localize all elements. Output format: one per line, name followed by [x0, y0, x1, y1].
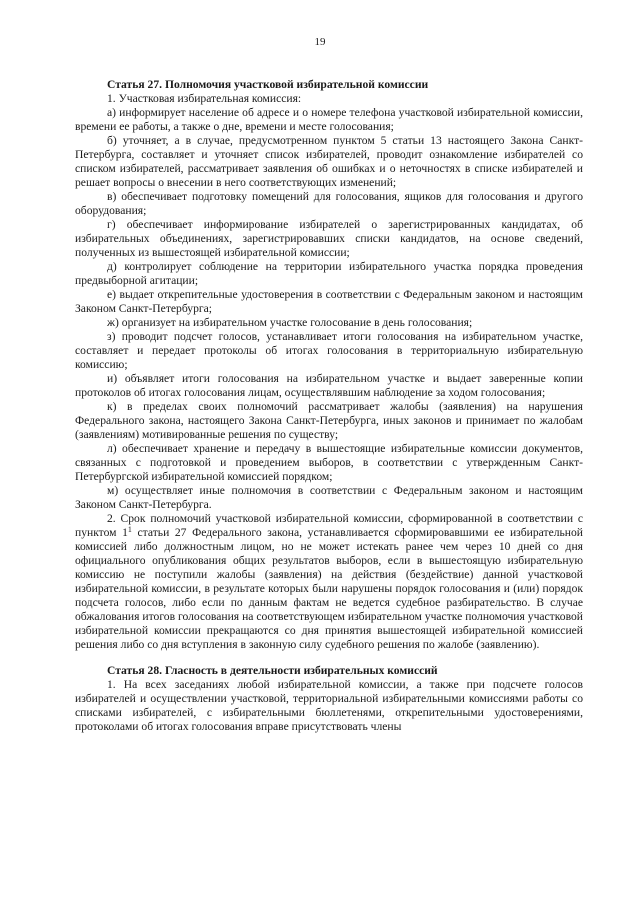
article-27-item-z: з) проводит подсчет голосов, устанавливает итоги голосования на избирательном участке, составляет и передает протоколы об итогах голосования в территориальную избирательную комиссию;	[75, 330, 583, 371]
clause-2-superscript: 1	[127, 525, 132, 534]
page-number: 19	[314, 36, 326, 48]
clause-2-text-end: статьи 27 Федерального закона, устанавливается сформировавшими ее избирательной комиссией либо должностным лицом, но не может истекать ранее чем через 10 дней со дня официального опубликования общих результатов выборов, если в вышестоящую избирательную комиссию не поступили жалобы (заявления) на действия (бездействие) данной участковой избирательной комиссии, в результате которых были нарушены порядок голосования и (или) порядок подсчета голосов, либо если по данным фактам не ведется судебное разбирательство. В случае обжалования итогов голосования на соответствующем избирательном участке полномочия участковой избирательной комиссии прекращаются со дня принятия вышестоящей избирательной комиссией решения либо со дня вступления в законную силу судебного решения по жалобе (заявлению).	[75, 526, 583, 651]
article-27-item-g: г) обеспечивает информирование избирателей о зарегистрированных кандидатах, об избирательных объединениях, зарегистрировавших списки кандидатов, на основе сведений, полученных из вышестоящей избирательной комиссии;	[75, 218, 583, 259]
clause-2-text-start: 2. Срок полномочий участковой избирательной комиссии, сформированной в соответствии с пунктом 1	[75, 512, 583, 539]
article-27-item-l: л) обеспечивает хранение и передачу в вышестоящие избирательные комиссии документов, связанных с подготовкой и проведением выборов, в соответствии с утвержденным Санкт-Петербургской избирательной комиссией порядком;	[75, 442, 583, 483]
article-27-item-m: м) осуществляет иные полномочия в соответствии с Федеральным законом и настоящим Законом Санкт-Петербурга.	[75, 484, 583, 511]
article-27-item-k: к) в пределах своих полномочий рассматривает жалобы (заявления) на нарушения Федерального закона, настоящего Закона Санкт-Петербурга, иных законов и принимает по жалобам (заявлениям) мотивированные решения по существу;	[75, 400, 583, 441]
article-27-item-b: б) уточняет, а в случае, предусмотренном пунктом 5 статьи 13 настоящего Закона Санкт-Петербурга, составляет и уточняет список избирателей, проводит ознакомление избирателей со списком избирателей, рассматривает заявления об ошибках и о неточностях в списке избирателей и решает вопросы о внесении в него соответствующих изменений;	[75, 134, 583, 189]
article-27-item-e: е) выдает открепительные удостоверения в соответствии с Федеральным законом и настоящим Законом Санкт-Петербурга;	[75, 288, 583, 315]
article-27-item-zh: ж) организует на избирательном участке голосование в день голосования;	[107, 316, 473, 329]
article-27-item-v: в) обеспечивает подготовку помещений для голосования, ящиков для голосования и другого оборудования;	[75, 190, 583, 217]
article-27-item-i: и) объявляет итоги голосования на избирательном участке и выдает заверенные копии протоколов об итогах голосования лицам, осуществлявшим наблюдение за ходом голосования;	[75, 372, 583, 399]
article-27-heading: Статья 27. Полномочия участковой избирательной комиссии	[107, 78, 429, 91]
article-27-item-a: а) информирует население об адресе и о номере телефона участковой избирательной комиссии, времени ее работы, а также о дне, времени и месте голосования;	[75, 106, 583, 133]
article-27-clause-2	[75, 512, 583, 652]
article-28-heading: Статья 28. Гласность в деятельности избирательных комиссий	[107, 664, 438, 677]
article-28-clause-1: 1. На всех заседаниях любой избирательной комиссии, а также при подсчете голосов избирателей и осуществлении участковой, территориальной избирательными комиссиями работы со списками избирателей, с избирательными бюллетенями, открепительными удостоверениями, протоколами об итогах голосования вправе присутствовать члены	[75, 678, 583, 733]
article-27-clause-1: 1. Участковая избирательная комиссия:	[107, 92, 302, 105]
document-body	[75, 78, 583, 734]
article-27-item-d: д) контролирует соблюдение на территории избирательного участка порядка проведения предвыборной агитации;	[75, 260, 583, 287]
